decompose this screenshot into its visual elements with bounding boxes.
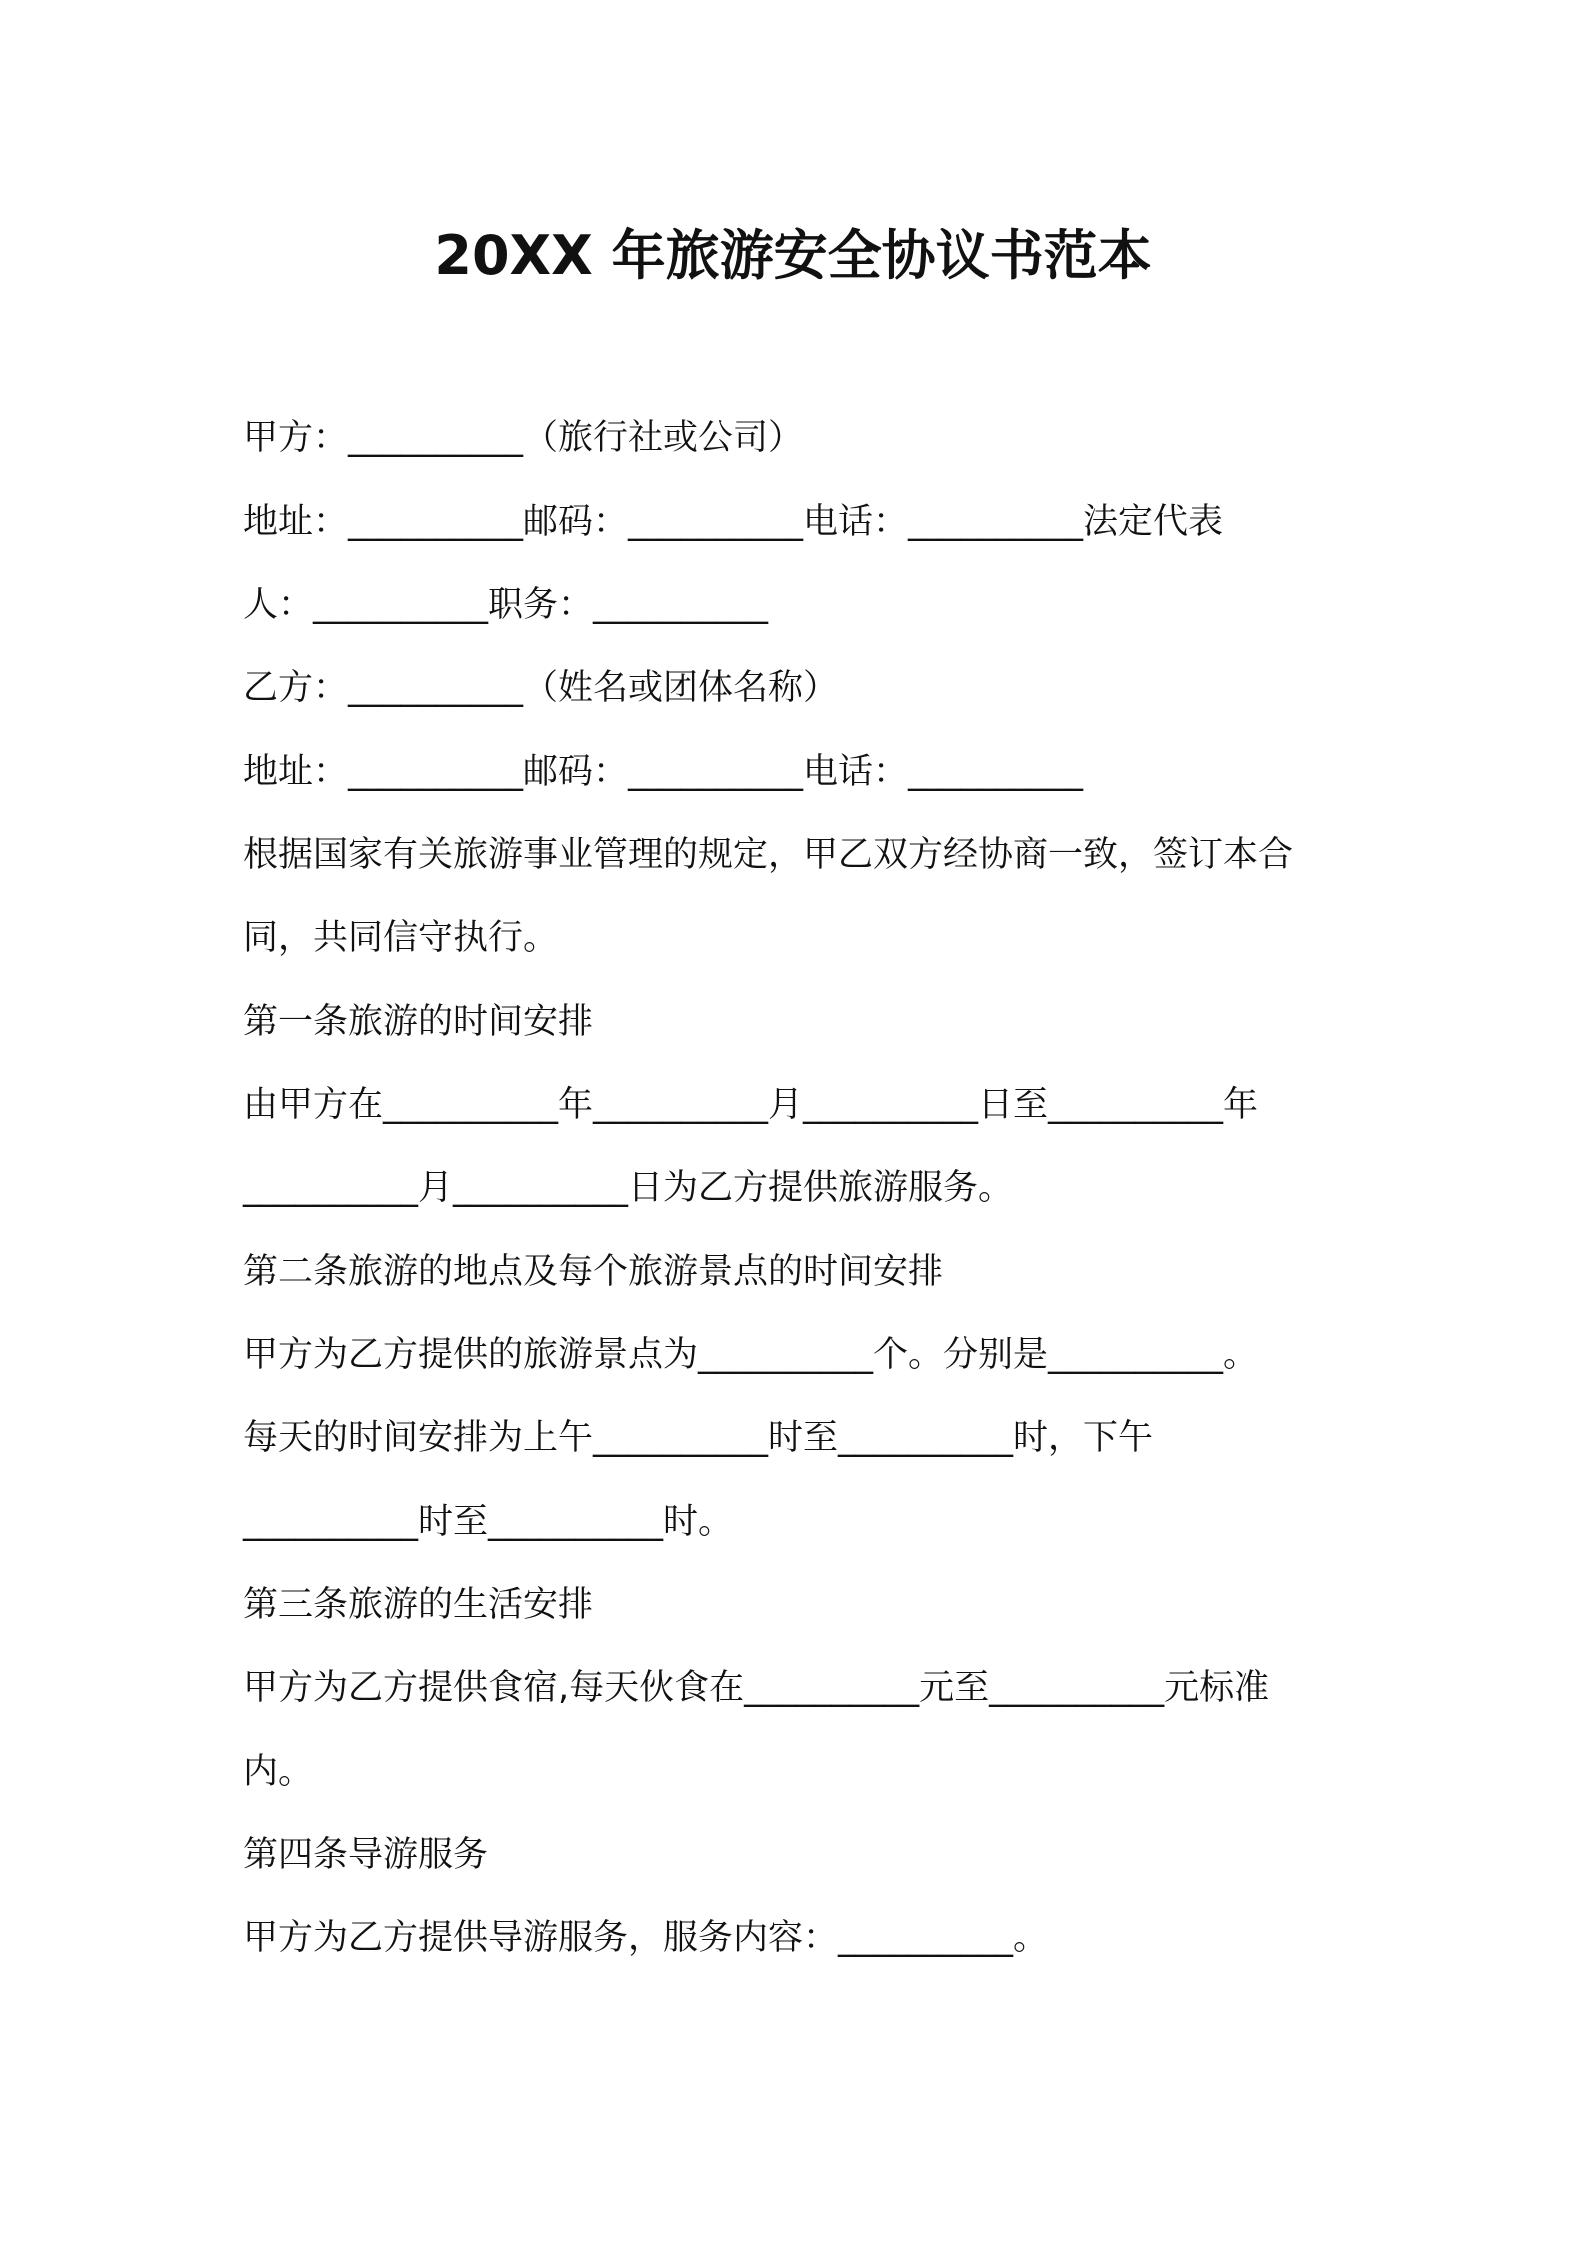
party-a-representative-line: 人：__________职务：__________: [243, 585, 769, 625]
article-2-body-line-2: 每天的时间安排为上午__________时至__________时，下午: [243, 1418, 1154, 1458]
article-2-body-line-3: __________时至__________时。: [243, 1502, 734, 1542]
preamble-line-2: 同，共同信守执行。: [243, 918, 559, 958]
article-4-heading: 第四条导游服务: [243, 1835, 489, 1875]
article-3-heading: 第三条旅游的生活安排: [243, 1585, 594, 1625]
article-1-body-line-1: 由甲方在__________年__________月__________日至__________年: [243, 1085, 1259, 1125]
article-1-heading: 第一条旅游的时间安排: [243, 1002, 594, 1042]
party-a-address-line: 地址：__________邮码：__________电话：__________法定代表: [243, 502, 1224, 542]
article-2-heading: 第二条旅游的地点及每个旅游景点的时间安排: [243, 1252, 944, 1292]
article-4-body-line-1: 甲方为乙方提供导游服务，服务内容：__________。: [243, 1918, 1049, 1958]
party-b-address-line: 地址：__________邮码：__________电话：__________: [243, 752, 1084, 792]
party-b-line: 乙方：__________（姓名或团体名称）: [243, 668, 839, 708]
article-2-body-line-1: 甲方为乙方提供的旅游景点为__________个。分别是__________。: [243, 1335, 1259, 1375]
party-a-line: 甲方：__________（旅行社或公司）: [243, 418, 804, 458]
article-3-body-line-2: 内。: [243, 1752, 314, 1792]
article-1-body-line-2: __________月__________日为乙方提供旅游服务。: [243, 1168, 1014, 1208]
document-title: 20XX 年旅游安全协议书范本: [434, 224, 1152, 287]
preamble-line-1: 根据国家有关旅游事业管理的规定，甲乙双方经协商一致，签订本合: [243, 835, 1294, 875]
article-3-body-line-1: 甲方为乙方提供食宿,每天伙食在__________元至__________元标准: [243, 1668, 1270, 1708]
